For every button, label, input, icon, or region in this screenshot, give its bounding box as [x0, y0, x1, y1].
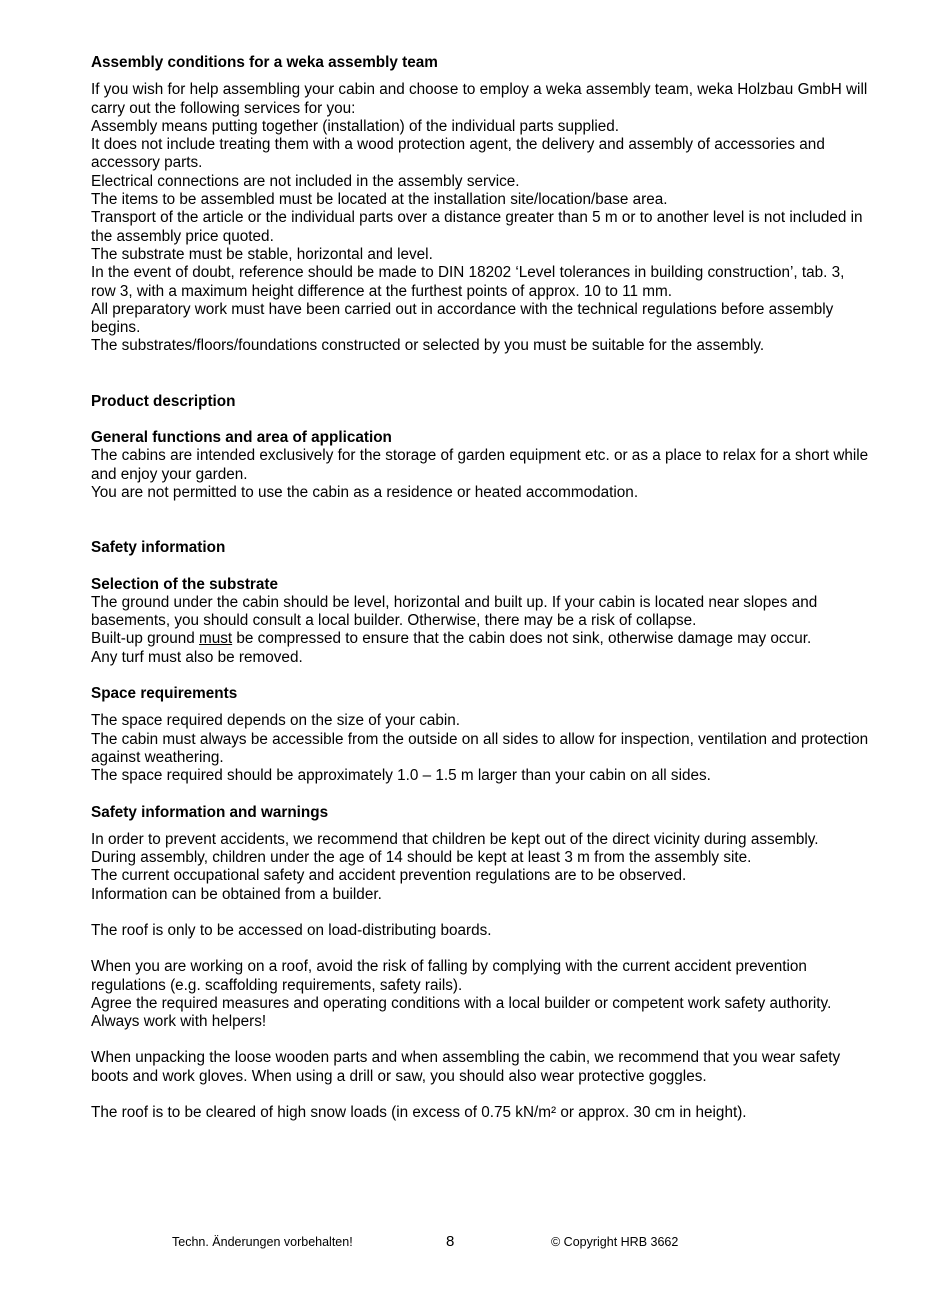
safety-heading: Safety information [91, 539, 226, 557]
product-heading: Product description [91, 392, 236, 410]
assembly-line: The substrate must be stable, horizontal and level. [91, 245, 433, 263]
space-line: The space required depends on the size of your cabin. [91, 712, 461, 730]
assembly-line: All preparatory work must have been carried out in accordance with the technical regulations before assembly begins. [91, 300, 834, 337]
warnings-heading: Safety information and warnings [91, 803, 329, 821]
page-number: 8 [446, 1233, 455, 1250]
assembly-line: Electrical connections are not included in the assembly service. [91, 172, 520, 190]
warnings-line: The current occupational safety and accident prevention regulations are to be observed. [91, 867, 687, 885]
footer-disclaimer: Techn. Änderungen vorbehalten! [172, 1235, 353, 1249]
footer-copyright: © Copyright HRB 3662 [551, 1235, 679, 1249]
assembly-line: It does not include treating them with a wood protection agent, the delivery and assembly of accessories and accessory parts. [91, 136, 825, 172]
assembly-line: The items to be assembled must be located at the installation site/location/base area. [91, 191, 668, 209]
warnings-line: Always work with helpers! [91, 1013, 267, 1031]
substrate-line-compressed [91, 630, 871, 648]
product-line: The cabins are intended exclusively for the storage of garden equipment etc. or as a place to relax for a short while and enjoy your garden. [91, 447, 869, 483]
assembly-heading: Assembly conditions for a weka assembly team [91, 54, 438, 71]
warnings-line: During assembly, children under the age of 14 should be kept at least 3 m from the assembly site. [91, 849, 752, 867]
space-line: The cabin must always be accessible from the outside on all sides to allow for inspection, ventilation and protection against weathering. [91, 730, 869, 766]
substrate-emphasis: must [199, 630, 233, 648]
warnings-line: Agree the required measures and operating conditions with a local builder or competent work safety authority. [91, 994, 832, 1012]
substrate-line: Any turf must also be removed. [91, 648, 303, 666]
space-line: The space required should be approximately 1.0 – 1.5 m larger than your cabin on all sides. [91, 767, 711, 785]
warnings-line: The roof is only to be accessed on load-distributing boards. [91, 921, 492, 939]
document-page [91, 54, 871, 1122]
product-subheading: General functions and area of application [91, 429, 392, 447]
assembly-line: Assembly means putting together (installation) of the individual parts supplied. [91, 117, 620, 135]
assembly-line: The substrates/floors/foundations constructed or selected by you must be suitable for the assembly. [91, 337, 765, 355]
substrate-line-post: be compressed to ensure that the cabin does not sink, otherwise damage may occur. [232, 630, 812, 648]
product-line: You are not permitted to use the cabin as a residence or heated accommodation. [91, 483, 639, 501]
warnings-line: The roof is to be cleared of high snow loads (in excess of 0.75 kN/m² or approx. 30 cm in height). [91, 1104, 747, 1122]
substrate-heading: Selection of the substrate [91, 575, 278, 593]
warnings-line: When unpacking the loose wooden parts and when assembling the cabin, we recommend that you wear safety boots and work gloves. When using a drill or saw, you should also wear protective goggles. [91, 1049, 841, 1085]
assembly-line: Transport of the article or the individual parts over a distance greater than 5 m or to another level is not included in the assembly price quoted. [91, 209, 863, 245]
assembly-line: If you wish for help assembling your cabin and choose to employ a weka assembly team, weka Holzbau GmbH will carry out the following services for you: [91, 81, 868, 117]
warnings-line: When you are working on a roof, avoid the risk of falling by complying with the current accident prevention regulations (e.g. scaffolding requirements, safety rails). [91, 958, 807, 994]
substrate-line: The ground under the cabin should be level, horizontal and built up. If your cabin is located near slopes and basements, you should consult a local builder. Otherwise, there may be a risk of collapse. [91, 593, 818, 630]
warnings-line: In order to prevent accidents, we recommend that children be kept out of the direct vicinity during assembly. [91, 830, 819, 848]
space-heading: Space requirements [91, 685, 238, 703]
warnings-line: Information can be obtained from a builder. [91, 885, 382, 903]
assembly-line: In the event of doubt, reference should be made to DIN 18202 ‘Level tolerances in building construction’, tab. 3, row 3, with a maximum height difference at the furthest points of approx. 10 to 11 mm. [91, 264, 845, 300]
substrate-line-pre: Built-up ground [91, 630, 199, 648]
